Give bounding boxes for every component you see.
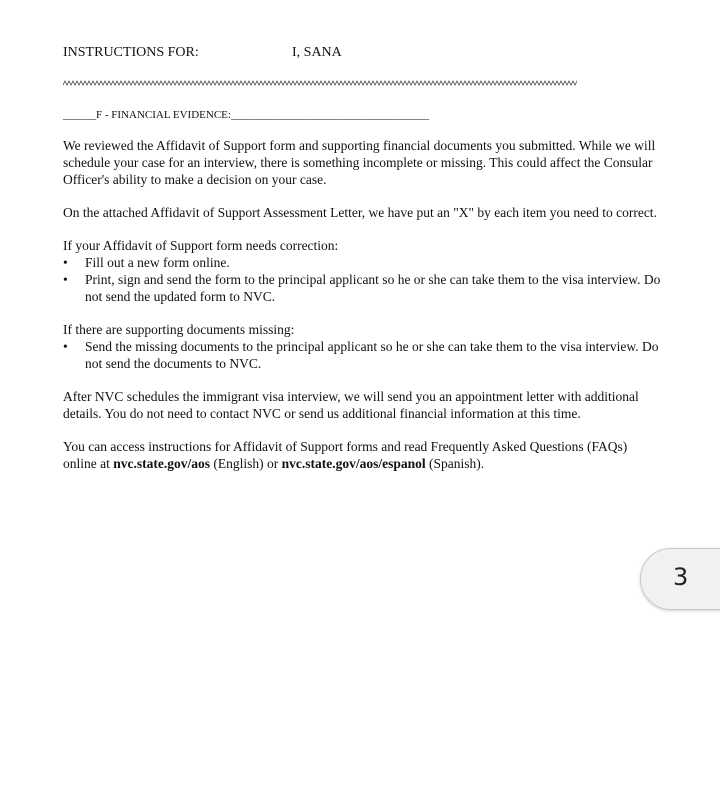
paragraph-appointment: After NVC schedules the immigrant visa interview, we will send you an appointment letter with additional details. You do not need to contact NVC or send us additional financial information at this time. [63, 389, 639, 421]
page-number: 3 [673, 563, 689, 591]
list-item-text: Fill out a new form online. [85, 255, 230, 270]
faq-text-end: (Spanish). [425, 456, 485, 471]
paragraph-review: We reviewed the Affidavit of Support form and supporting financial documents you submitted. While we will schedule your case for an interview, there is something incomplete or missing. This could affect the Consular Officer's ability to make a decision on your case. [63, 138, 656, 187]
link-spanish[interactable]: nvc.state.gov/aos/espanol [281, 456, 426, 471]
paragraph-assessment: On the attached Affidavit of Support Assessment Letter, we have put an "X" by each item you need to correct. [63, 205, 657, 220]
list-item-text: Send the missing documents to the principal applicant so he or she can take them to the visa interview. Do not send the documents to NVC. [85, 339, 659, 371]
paragraph-faq [63, 438, 663, 472]
bullet-icon: • [63, 339, 68, 354]
correction-lead: If your Affidavit of Support form needs correction: [63, 238, 339, 253]
bullet-icon: • [63, 255, 68, 270]
faq-text-start: You can access instructions for Affidavit of Support forms and read Frequently Asked Questions (FAQs) online at [63, 439, 628, 471]
bullet-icon: • [63, 272, 68, 287]
list-item-text: Print, sign and send the form to the principal applicant so he or she can take them to the visa interview. Do not send the updated form to NVC. [85, 272, 661, 304]
list-item [63, 254, 663, 271]
list-item [63, 271, 663, 305]
financial-evidence-line: ______F - FINANCIAL EVIDENCE:____________________________________ [63, 109, 429, 121]
link-english[interactable]: nvc.state.gov/aos [113, 456, 210, 471]
faq-text-mid: (English) or [210, 456, 282, 471]
applicant-name: I, SANA [292, 45, 342, 60]
correction-list [63, 254, 663, 305]
list-item [63, 338, 663, 372]
missing-lead: If there are supporting documents missing: [63, 322, 295, 337]
instructions-label: INSTRUCTIONS FOR: [63, 45, 199, 60]
zigzag-divider [63, 78, 577, 88]
page-number-badge[interactable] [640, 548, 720, 610]
header [63, 45, 342, 61]
body-text [63, 137, 663, 488]
missing-list [63, 338, 663, 372]
